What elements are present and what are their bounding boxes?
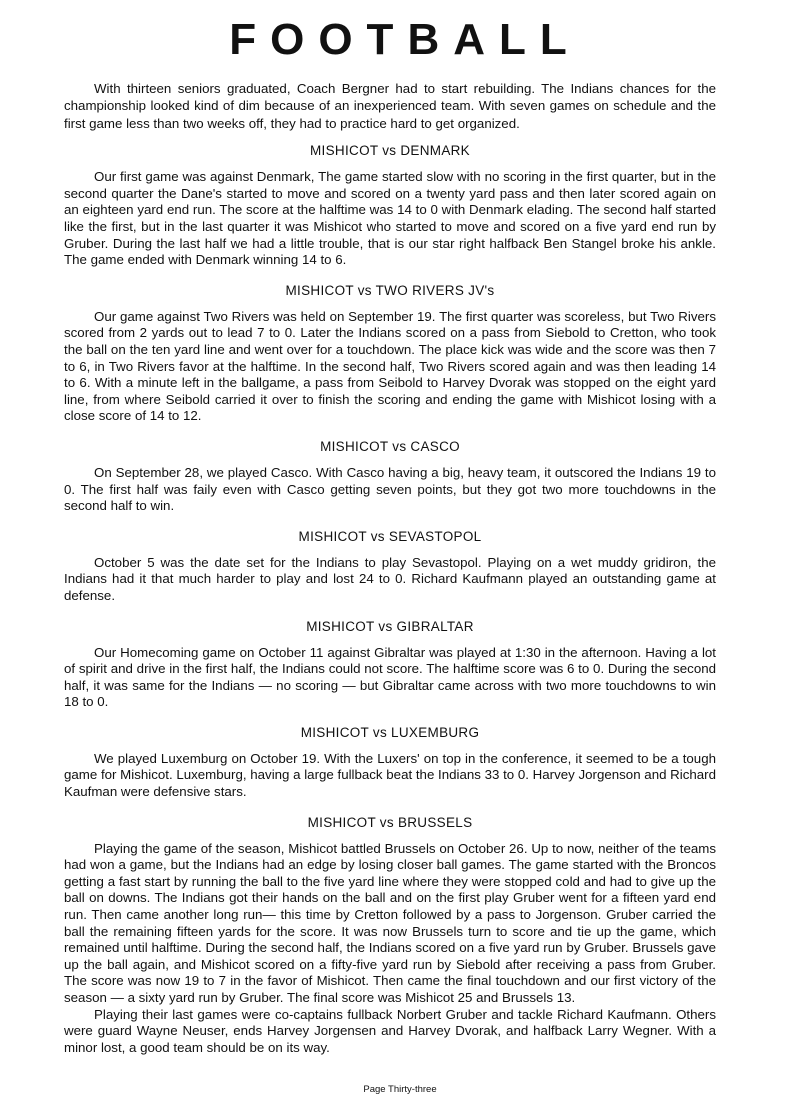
page-title: FOOTBALL [229,15,581,64]
section-sevastopol [64,528,716,605]
section-heading: MISHICOT vs GIBRALTAR [306,618,474,634]
section-paragraph: Our Homecoming game on October 11 against Gibraltar was played at 1:30 in the afternoon. Having a lot of spirit and drive in the first half, the Indians could not score. The halftime score was 6 to 0. During the second half, it was same for the Indians — no scoring — but Gibraltar came across with two more touchdowns to win 18 to 0. [64,644,716,710]
page-content [64,14,716,1056]
section-brussels [64,814,716,1057]
section-heading: MISHICOT vs TWO RIVERS JV's [285,282,495,298]
section-casco [64,438,716,515]
section-heading: MISHICOT vs DENMARK [310,143,470,159]
section-heading: MISHICOT vs CASCO [320,438,460,454]
section-paragraph: Our game against Two Rivers was held on September 19. The first quarter was scoreless, but Two Rivers scored from 2 yards out to lead 7 to 0. Later the Indians scored on a pass from Siebold to Cretton, who took the ball on the ten yard line and went over for a touchdown. The place kick was wide and the score was then 7 to 6, in Two Rivers favor at the halftime. In the second half, Two Rivers scored again and was then leading 14 to 6. With a minute left in the ballgame, a pass from Seibold to Harvey Dvorak was stopped on the eight yard line, from where Seibold carried it over to finish the scoring and ending the game with Mishicot losing with a close score of 14 to 12. [64,308,716,424]
section-paragraph: On September 28, we played Casco. With Casco having a big, heavy team, it outscored the Indians 19 to 0. The first half was faily even with Casco getting seven points, but they got two more touchdowns in the second half to win. [64,464,716,514]
intro-paragraph: With thirteen seniors graduated, Coach Bergner had to start rebuilding. The Indians chances for the championship looked kind of dim because of an inexperienced team. With seven games on schedule and the first game less than two weeks off, they had to practice hard to get organized. [64,81,716,131]
section-two-rivers [64,282,716,425]
page-number: Page Thirty-three [363,1084,437,1095]
section-luxemburg [64,724,716,801]
section-paragraph: Playing the game of the season, Mishicot battled Brussels on October 26. Up to now, neither of the teams had won a game, but the Indians had an edge by losing closer ball games. The game started with the Broncos getting a fast start by running the ball to the five yard line where they were stopped cold and had to give up the ball on downs. The Indians got their hands on the ball and on the first play Gruber went for a fifteen yard end run. Then came another long run— this time by Cretton followed by a pass to Jorgenson. Gruber carried the ball the remaining fifteen yards for the score. It was now Brussels turn to score and tie up the game, which remained until halftime. During the second half, the Indians scored on a five yard run by Gruber. Brussels gave up the ball again, and Mishicot scored on a fifty-five yard run by Siebold after receiving a pass from Gruber. The score was now 19 to 7 in the favor of Mishicot. Then came the final touchdown and our first victory of the season — a sixty yard run by Gruber. The final score was Mishicot 25 and Brussels 13. [64,840,716,1005]
section-heading: MISHICOT vs BRUSSELS [307,814,473,830]
section-heading: MISHICOT vs LUXEMBURG [300,724,480,740]
section-paragraph: October 5 was the date set for the Indians to play Sevastopol. Playing on a wet muddy gridiron, the Indians had it that much harder to play and lost 24 to 0. Richard Kaufmann played an outstanding game at defense. [64,554,716,603]
section-paragraph: Our first game was against Denmark, The game started slow with no scoring in the first quarter, but in the second quarter the Dane's started to move and scored on a twenty yard pass and then later scored again on an eighteen yard end run. The score at the halftime was 14 to 0 with Denmark elading. The second half started like the first, but in the last quarter it was Mishicot who started to move and scored on a five yard end run by Gruber. During the last half we had a little trouble, that is our star right halfback Ben Stangel broke his ankle. The game ended with Denmark winning 14 to 6. [64,169,716,268]
section-denmark [64,142,716,269]
section-paragraph: Playing their last games were co-captains fullback Norbert Gruber and tackle Richard Kaufmann. Others were guard Wayne Neuser, ends Harvey Jorgensen and Harvey Dvorak, and halfback Larry Wegner. With a minor lost, a good team should be on its way. [64,1006,716,1055]
section-heading: MISHICOT vs SEVASTOPOL [298,528,482,544]
section-gibraltar [64,618,716,711]
section-paragraph: We played Luxemburg on October 19. With the Luxers' on top in the conference, it seemed to be a tough game for Mishicot. Luxemburg, having a large fullback beat the Indians 33 to 0. Harvey Jorgenson and Richard Kaufman were defensive stars. [64,750,716,800]
